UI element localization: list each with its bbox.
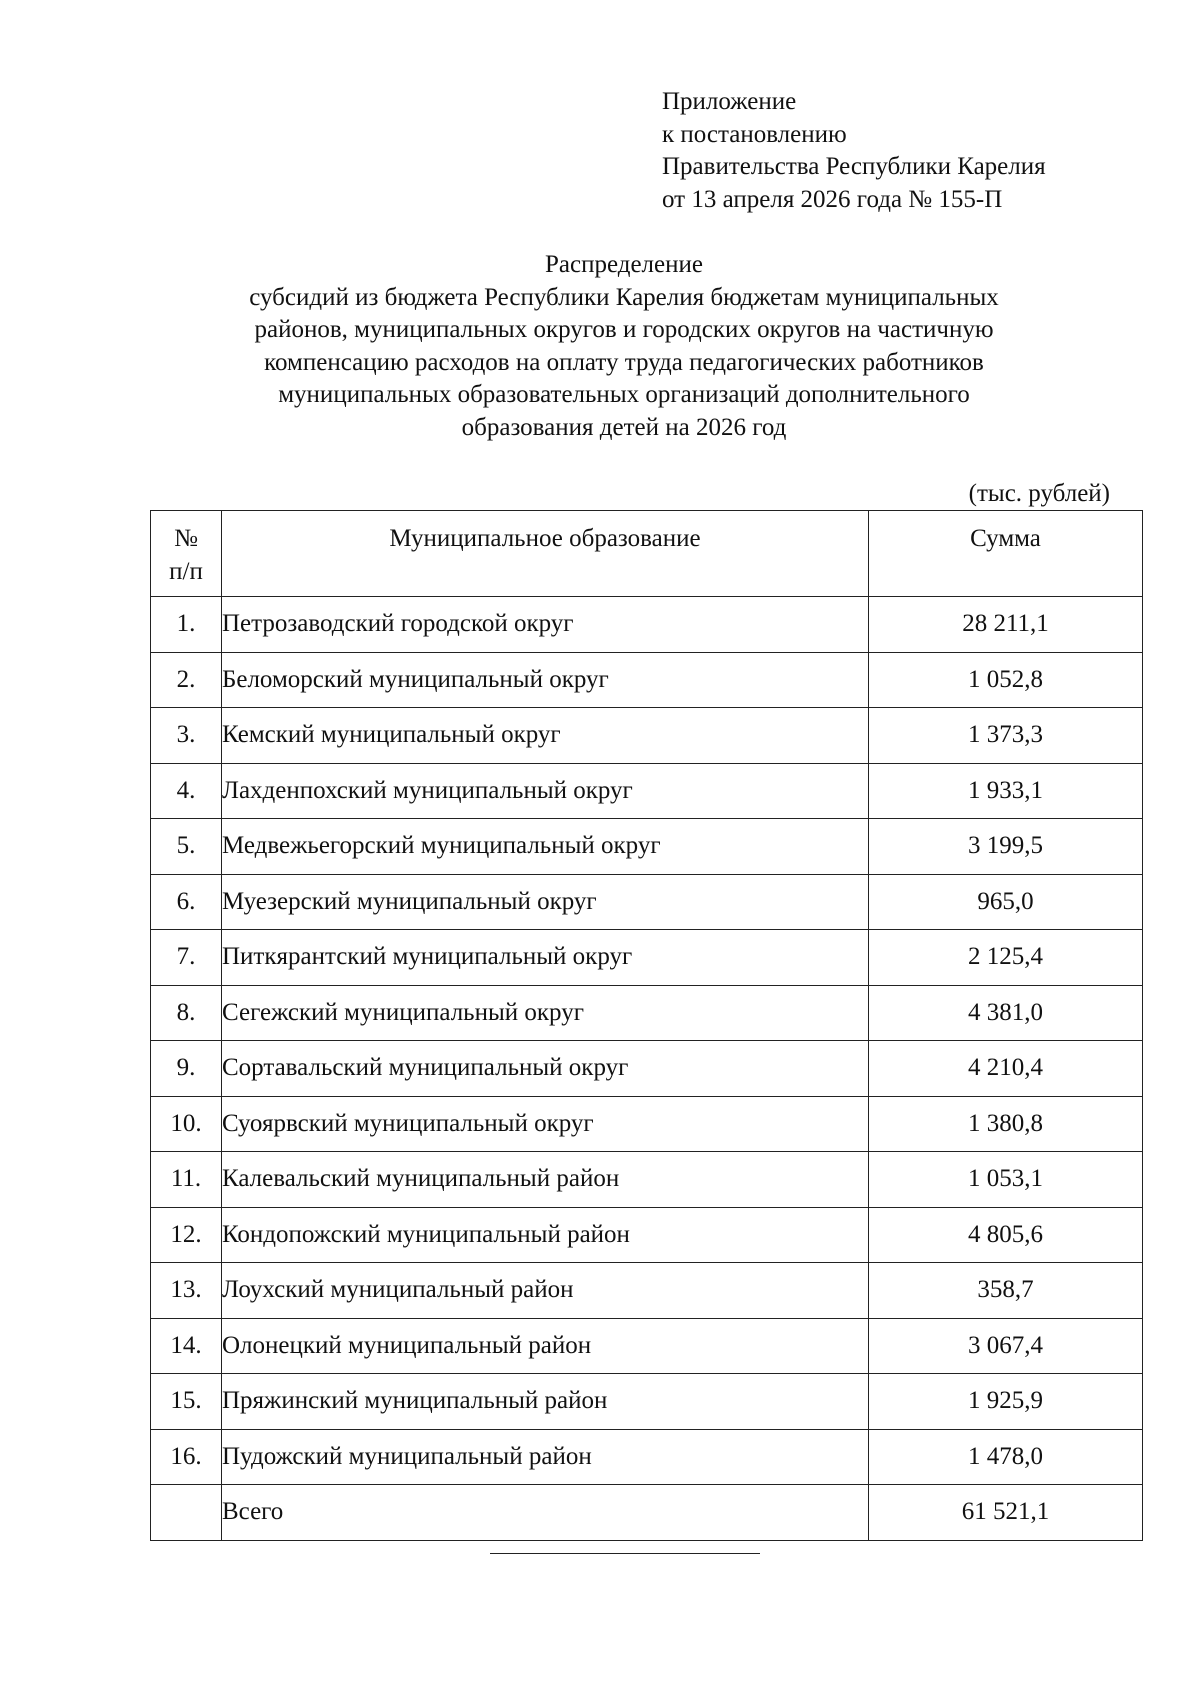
document-title bbox=[150, 249, 1098, 444]
row-sum: 4 381,0 bbox=[869, 985, 1143, 1041]
table-row bbox=[151, 708, 1143, 764]
row-number: 3. bbox=[151, 708, 222, 764]
row-municipality: Сортавальский муниципальный округ bbox=[222, 1041, 869, 1097]
total-number bbox=[151, 1485, 222, 1541]
title-line: субсидий из бюджета Республики Карелия бюджетам муниципальных bbox=[249, 283, 999, 311]
table-row bbox=[151, 819, 1143, 875]
table-row bbox=[151, 652, 1143, 708]
row-municipality: Суоярвский муниципальный округ bbox=[222, 1096, 869, 1152]
row-municipality: Медвежьегорский муниципальный округ bbox=[222, 819, 869, 875]
row-number: 6. bbox=[151, 874, 222, 930]
title-line: компенсацию расходов на оплату труда педагогических работников bbox=[264, 348, 984, 376]
table-row bbox=[151, 1152, 1143, 1208]
table-row bbox=[151, 1429, 1143, 1485]
row-municipality: Сегежский муниципальный округ bbox=[222, 985, 869, 1041]
allocation-table bbox=[150, 510, 1143, 1541]
row-number: 16. bbox=[151, 1429, 222, 1485]
row-sum: 1 925,9 bbox=[869, 1374, 1143, 1430]
table-row bbox=[151, 874, 1143, 930]
row-sum: 1 373,3 bbox=[869, 708, 1143, 764]
header-sum: Сумма bbox=[869, 511, 1143, 597]
appendix-block bbox=[662, 86, 1046, 216]
row-sum: 965,0 bbox=[869, 874, 1143, 930]
row-number: 10. bbox=[151, 1096, 222, 1152]
header-number-line1: № bbox=[174, 525, 198, 552]
row-sum: 4 210,4 bbox=[869, 1041, 1143, 1097]
title-line: образования детей на 2026 год bbox=[461, 413, 787, 441]
table-row bbox=[151, 1374, 1143, 1430]
row-municipality: Кемский муниципальный округ bbox=[222, 708, 869, 764]
table-row bbox=[151, 597, 1143, 653]
table-row bbox=[151, 1041, 1143, 1097]
row-number: 9. bbox=[151, 1041, 222, 1097]
row-sum: 1 380,8 bbox=[869, 1096, 1143, 1152]
row-sum: 1 053,1 bbox=[869, 1152, 1143, 1208]
header-number-line2: п/п bbox=[169, 557, 203, 585]
table-row bbox=[151, 985, 1143, 1041]
row-number: 4. bbox=[151, 763, 222, 819]
units-label: (тыс. рублей) bbox=[968, 480, 1110, 507]
header-number bbox=[151, 511, 222, 597]
row-number: 5. bbox=[151, 819, 222, 875]
title-line: муниципальных образовательных организаций дополнительного bbox=[278, 381, 970, 408]
row-number: 11. bbox=[151, 1152, 222, 1208]
row-municipality: Олонецкий муниципальный район bbox=[222, 1318, 869, 1374]
table-row bbox=[151, 1207, 1143, 1263]
table-row bbox=[151, 1318, 1143, 1374]
row-number: 13. bbox=[151, 1263, 222, 1319]
row-sum: 4 805,6 bbox=[869, 1207, 1143, 1263]
appendix-line: Приложение bbox=[662, 88, 797, 115]
row-sum: 1 478,0 bbox=[869, 1429, 1143, 1485]
row-number: 15. bbox=[151, 1374, 222, 1430]
appendix-line: от 13 апреля 2026 года № 155-П bbox=[662, 185, 1003, 213]
appendix-line: Правительства Республики Карелия bbox=[662, 153, 1046, 180]
row-number: 2. bbox=[151, 652, 222, 708]
table-row bbox=[151, 1096, 1143, 1152]
row-sum: 3 067,4 bbox=[869, 1318, 1143, 1374]
row-number: 7. bbox=[151, 930, 222, 986]
row-number: 1. bbox=[151, 597, 222, 653]
row-municipality: Муезерский муниципальный округ bbox=[222, 874, 869, 930]
table-row bbox=[151, 763, 1143, 819]
row-municipality: Лоухский муниципальный район bbox=[222, 1263, 869, 1319]
table-header-row bbox=[151, 511, 1143, 597]
table-total-row bbox=[151, 1485, 1143, 1541]
table-row bbox=[151, 1263, 1143, 1319]
row-municipality: Пряжинский муниципальный район bbox=[222, 1374, 869, 1430]
row-municipality: Кондопожский муниципальный район bbox=[222, 1207, 869, 1263]
end-divider bbox=[490, 1553, 760, 1554]
title-line: Распределение bbox=[545, 251, 703, 278]
header-municipality: Муниципальное образование bbox=[222, 511, 869, 597]
row-sum: 1 052,8 bbox=[869, 652, 1143, 708]
total-sum: 61 521,1 bbox=[869, 1485, 1143, 1541]
row-sum: 3 199,5 bbox=[869, 819, 1143, 875]
row-municipality: Пудожский муниципальный район bbox=[222, 1429, 869, 1485]
appendix-line: к постановлению bbox=[662, 120, 847, 148]
row-number: 14. bbox=[151, 1318, 222, 1374]
row-number: 12. bbox=[151, 1207, 222, 1263]
row-municipality: Петрозаводский городской округ bbox=[222, 597, 869, 653]
row-municipality: Беломорский муниципальный округ bbox=[222, 652, 869, 708]
row-sum: 358,7 bbox=[869, 1263, 1143, 1319]
row-sum: 28 211,1 bbox=[869, 597, 1143, 653]
row-sum: 1 933,1 bbox=[869, 763, 1143, 819]
row-municipality: Питкярантский муниципальный округ bbox=[222, 930, 869, 986]
row-number: 8. bbox=[151, 985, 222, 1041]
row-sum: 2 125,4 bbox=[869, 930, 1143, 986]
title-line: районов, муниципальных округов и городских округов на частичную bbox=[254, 316, 994, 343]
row-municipality: Лахденпохский муниципальный округ bbox=[222, 763, 869, 819]
row-municipality: Калевальский муниципальный район bbox=[222, 1152, 869, 1208]
total-label: Всего bbox=[222, 1485, 869, 1541]
table-row bbox=[151, 930, 1143, 986]
